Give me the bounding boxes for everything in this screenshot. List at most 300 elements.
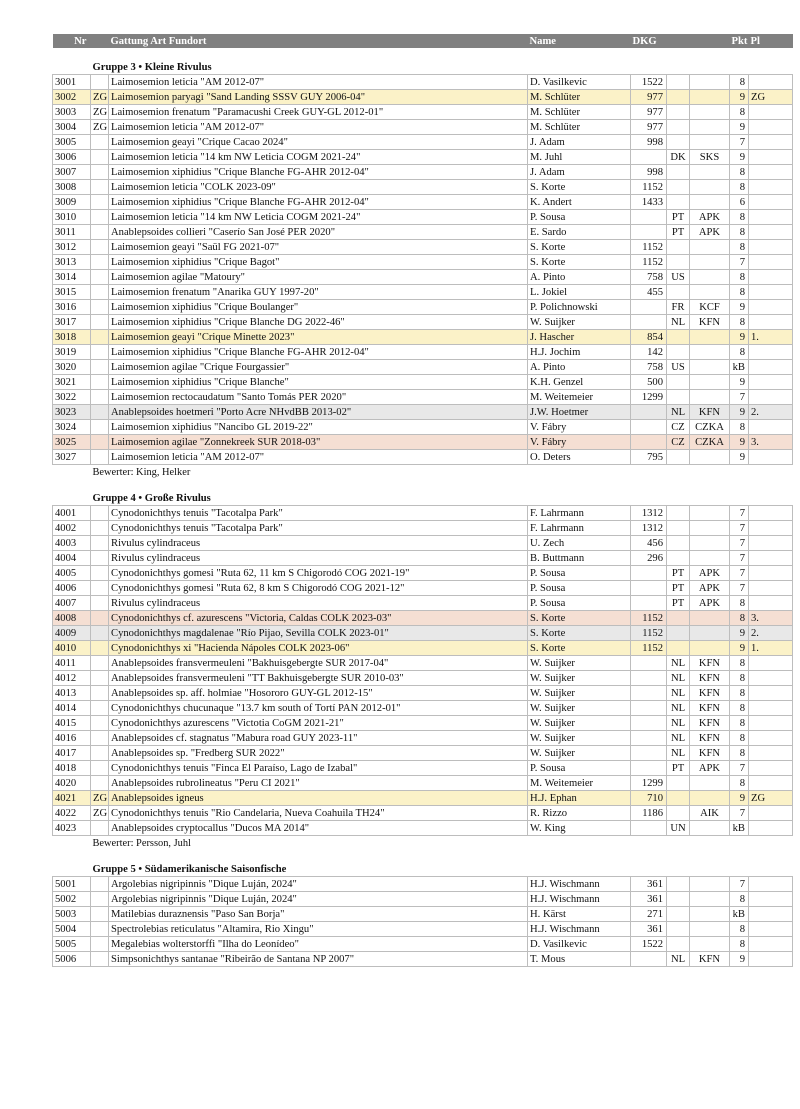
cell-nr: 3002 bbox=[53, 90, 91, 105]
cell-dkg bbox=[631, 581, 667, 596]
cell-art: Cynodonichthys xi "Hacienda Nápoles COLK 2023-06" bbox=[109, 641, 528, 656]
cell-name: P. Sousa bbox=[528, 566, 631, 581]
cell-zg bbox=[91, 150, 109, 165]
cell-pl bbox=[749, 937, 793, 952]
cell-pkt: 9 bbox=[730, 90, 749, 105]
table-row bbox=[53, 806, 793, 821]
cell-dkg bbox=[631, 596, 667, 611]
cell-cc bbox=[667, 450, 690, 465]
cell-nr: 3018 bbox=[53, 330, 91, 345]
table-row bbox=[53, 120, 793, 135]
cell-dkg bbox=[631, 952, 667, 967]
cell-pl bbox=[749, 907, 793, 922]
cell-pkt: 8 bbox=[730, 240, 749, 255]
cell-nr: 4008 bbox=[53, 611, 91, 626]
cell-club: KFN bbox=[690, 716, 730, 731]
cell-pkt: 8 bbox=[730, 105, 749, 120]
table-row bbox=[53, 225, 793, 240]
cell-pkt: kB bbox=[730, 360, 749, 375]
table-row bbox=[53, 105, 793, 120]
cell-pl bbox=[749, 315, 793, 330]
cell-zg bbox=[91, 195, 109, 210]
group-heading-row bbox=[53, 489, 793, 506]
cell-nr: 3017 bbox=[53, 315, 91, 330]
cell-zg bbox=[91, 360, 109, 375]
cell-nr: 4020 bbox=[53, 776, 91, 791]
cell-art: Laimosemion frenatum "Anarika GUY 1997-20" bbox=[109, 285, 528, 300]
cell-art: Laimosemion xiphidius "Crique Blanche DG 2022-46" bbox=[109, 315, 528, 330]
cell-dkg: 455 bbox=[631, 285, 667, 300]
cell-nr: 5001 bbox=[53, 877, 91, 892]
cell-cc: NL bbox=[667, 746, 690, 761]
cell-nr: 3024 bbox=[53, 420, 91, 435]
cell-pl bbox=[749, 450, 793, 465]
cell-pl bbox=[749, 120, 793, 135]
table-row bbox=[53, 360, 793, 375]
cell-pkt: 8 bbox=[730, 165, 749, 180]
cell-club: AIK bbox=[690, 806, 730, 821]
cell-dkg bbox=[631, 435, 667, 450]
cell-cc: US bbox=[667, 360, 690, 375]
cell-dkg: 361 bbox=[631, 922, 667, 937]
cell-zg: ZG bbox=[91, 806, 109, 821]
cell-pkt: 7 bbox=[730, 761, 749, 776]
cell-dkg bbox=[631, 686, 667, 701]
cell-club bbox=[690, 937, 730, 952]
cell-nr: 3001 bbox=[53, 75, 91, 90]
cell-club: APK bbox=[690, 210, 730, 225]
cell-zg bbox=[91, 626, 109, 641]
cell-pl bbox=[749, 761, 793, 776]
cell-name: H.J. Wischmann bbox=[528, 892, 631, 907]
cell-name: P. Sousa bbox=[528, 210, 631, 225]
table-row bbox=[53, 435, 793, 450]
cell-pkt: 8 bbox=[730, 671, 749, 686]
table-row bbox=[53, 877, 793, 892]
cell-cc bbox=[667, 120, 690, 135]
table-row bbox=[53, 922, 793, 937]
cell-name: M. Weitemeier bbox=[528, 776, 631, 791]
cell-name: O. Deters bbox=[528, 450, 631, 465]
header-name: Name bbox=[528, 34, 631, 48]
header-dkg: DKG bbox=[631, 34, 667, 48]
cell-cc bbox=[667, 611, 690, 626]
cell-zg bbox=[91, 581, 109, 596]
header-cc bbox=[667, 34, 690, 48]
cell-nr: 4003 bbox=[53, 536, 91, 551]
cell-pkt: 7 bbox=[730, 135, 749, 150]
cell-nr: 5004 bbox=[53, 922, 91, 937]
cell-art: Laimosemion agilae "Crique Fourgassier" bbox=[109, 360, 528, 375]
cell-club: APK bbox=[690, 225, 730, 240]
cell-art: Laimosemion frenatum "Paramacushi Creek GUY-GL 2012-01" bbox=[109, 105, 528, 120]
cell-pkt: 8 bbox=[730, 686, 749, 701]
cell-name: S. Korte bbox=[528, 240, 631, 255]
rater-spacer bbox=[53, 465, 91, 480]
cell-name: W. Suijker bbox=[528, 315, 631, 330]
table-row bbox=[53, 716, 793, 731]
cell-art: Cynodonichthys cf. azurescens "Victoria, Caldas COLK 2023-03" bbox=[109, 611, 528, 626]
cell-dkg: 296 bbox=[631, 551, 667, 566]
cell-zg bbox=[91, 375, 109, 390]
cell-dkg: 361 bbox=[631, 892, 667, 907]
cell-club bbox=[690, 551, 730, 566]
cell-pkt: 8 bbox=[730, 420, 749, 435]
table-row bbox=[53, 315, 793, 330]
table-row bbox=[53, 821, 793, 836]
cell-dkg bbox=[631, 210, 667, 225]
cell-cc bbox=[667, 641, 690, 656]
cell-pkt: 6 bbox=[730, 195, 749, 210]
results-page bbox=[52, 34, 792, 967]
cell-name: V. Fábry bbox=[528, 435, 631, 450]
cell-art: Spectrolebias reticulatus "Altamira, Rio Xingu" bbox=[109, 922, 528, 937]
cell-club bbox=[690, 450, 730, 465]
cell-dkg bbox=[631, 761, 667, 776]
cell-pl: 1. bbox=[749, 330, 793, 345]
cell-pkt: 8 bbox=[730, 75, 749, 90]
cell-zg bbox=[91, 716, 109, 731]
cell-art: Anablepsoides fransvermeuleni "Bakhuisgebergte SUR 2017-04" bbox=[109, 656, 528, 671]
table-row bbox=[53, 907, 793, 922]
cell-club: KFN bbox=[690, 656, 730, 671]
cell-name: P. Sousa bbox=[528, 596, 631, 611]
cell-zg bbox=[91, 210, 109, 225]
table-row bbox=[53, 521, 793, 536]
cell-zg bbox=[91, 300, 109, 315]
cell-zg bbox=[91, 506, 109, 521]
cell-name: L. Jokiel bbox=[528, 285, 631, 300]
cell-zg bbox=[91, 435, 109, 450]
cell-cc bbox=[667, 165, 690, 180]
cell-dkg: 977 bbox=[631, 90, 667, 105]
cell-dkg bbox=[631, 716, 667, 731]
table-row bbox=[53, 255, 793, 270]
cell-art: Laimosemion leticia "14 km NW Leticia COGM 2021-24" bbox=[109, 150, 528, 165]
cell-pkt: 8 bbox=[730, 731, 749, 746]
cell-pl bbox=[749, 892, 793, 907]
cell-club: KFN bbox=[690, 746, 730, 761]
group-rater-row bbox=[53, 465, 793, 480]
cell-nr: 4021 bbox=[53, 791, 91, 806]
cell-cc: UN bbox=[667, 821, 690, 836]
table-header-row bbox=[53, 34, 793, 48]
cell-name: R. Rizzo bbox=[528, 806, 631, 821]
cell-pl bbox=[749, 596, 793, 611]
cell-art: Laimosemion xiphidius "Crique Blanche" bbox=[109, 375, 528, 390]
cell-nr: 3021 bbox=[53, 375, 91, 390]
cell-pl bbox=[749, 922, 793, 937]
table-row bbox=[53, 952, 793, 967]
cell-cc bbox=[667, 806, 690, 821]
cell-pl bbox=[749, 746, 793, 761]
cell-zg: ZG bbox=[91, 120, 109, 135]
cell-nr: 3005 bbox=[53, 135, 91, 150]
cell-art: Rivulus cylindraceus bbox=[109, 551, 528, 566]
cell-pl bbox=[749, 952, 793, 967]
cell-cc bbox=[667, 521, 690, 536]
cell-pkt: 8 bbox=[730, 180, 749, 195]
cell-pl bbox=[749, 686, 793, 701]
cell-cc bbox=[667, 907, 690, 922]
cell-cc bbox=[667, 536, 690, 551]
cell-cc bbox=[667, 105, 690, 120]
cell-art: Anablepsoides hoetmeri "Porto Acre NHvdBB 2013-02" bbox=[109, 405, 528, 420]
cell-pkt: 9 bbox=[730, 641, 749, 656]
cell-club bbox=[690, 195, 730, 210]
cell-nr: 5003 bbox=[53, 907, 91, 922]
table-row bbox=[53, 791, 793, 806]
cell-dkg bbox=[631, 300, 667, 315]
cell-zg bbox=[91, 180, 109, 195]
cell-name: F. Lahrmann bbox=[528, 506, 631, 521]
cell-nr: 4022 bbox=[53, 806, 91, 821]
cell-art: Cynodonichthys magdalenae "Río Pijao, Sevilla COLK 2023-01" bbox=[109, 626, 528, 641]
cell-zg bbox=[91, 731, 109, 746]
cell-nr: 4001 bbox=[53, 506, 91, 521]
cell-cc bbox=[667, 330, 690, 345]
cell-name: J. Adam bbox=[528, 165, 631, 180]
cell-dkg: 998 bbox=[631, 135, 667, 150]
cell-pkt: 8 bbox=[730, 701, 749, 716]
group-spacer bbox=[53, 479, 793, 489]
cell-nr: 4016 bbox=[53, 731, 91, 746]
cell-zg bbox=[91, 390, 109, 405]
cell-zg bbox=[91, 671, 109, 686]
cell-name: S. Korte bbox=[528, 255, 631, 270]
cell-art: Anablepsoides rubrolineatus "Peru CI 2021" bbox=[109, 776, 528, 791]
cell-art: Laimosemion agilae "Zonnekreek SUR 2018-03" bbox=[109, 435, 528, 450]
cell-nr: 3027 bbox=[53, 450, 91, 465]
cell-pl bbox=[749, 375, 793, 390]
cell-dkg bbox=[631, 656, 667, 671]
cell-zg bbox=[91, 405, 109, 420]
cell-pl bbox=[749, 877, 793, 892]
cell-pkt: 8 bbox=[730, 270, 749, 285]
cell-pkt: 8 bbox=[730, 596, 749, 611]
cell-dkg: 977 bbox=[631, 120, 667, 135]
cell-zg bbox=[91, 345, 109, 360]
table-row bbox=[53, 626, 793, 641]
cell-name: E. Sardo bbox=[528, 225, 631, 240]
cell-art: Laimosemion geayi "Saül FG 2021-07" bbox=[109, 240, 528, 255]
cell-pl bbox=[749, 240, 793, 255]
cell-cc bbox=[667, 195, 690, 210]
cell-cc: CZ bbox=[667, 435, 690, 450]
table-row bbox=[53, 746, 793, 761]
cell-name: A. Pinto bbox=[528, 360, 631, 375]
cell-dkg: 271 bbox=[631, 907, 667, 922]
cell-pkt: 9 bbox=[730, 120, 749, 135]
table-row bbox=[53, 536, 793, 551]
cell-nr: 4010 bbox=[53, 641, 91, 656]
cell-pl bbox=[749, 75, 793, 90]
cell-pl bbox=[749, 135, 793, 150]
cell-name: S. Korte bbox=[528, 180, 631, 195]
cell-art: Anablepsoides sp. "Fredberg SUR 2022" bbox=[109, 746, 528, 761]
cell-cc: DK bbox=[667, 150, 690, 165]
cell-club bbox=[690, 536, 730, 551]
cell-name: W. Suijker bbox=[528, 701, 631, 716]
cell-cc bbox=[667, 75, 690, 90]
cell-zg bbox=[91, 746, 109, 761]
cell-zg bbox=[91, 701, 109, 716]
table-body bbox=[53, 48, 793, 967]
table-row bbox=[53, 210, 793, 225]
table-row bbox=[53, 405, 793, 420]
cell-nr: 3016 bbox=[53, 300, 91, 315]
cell-club bbox=[690, 75, 730, 90]
cell-art: Laimosemion leticia "14 km NW Leticia COGM 2021-24" bbox=[109, 210, 528, 225]
cell-club: APK bbox=[690, 761, 730, 776]
group-rater: Bewerter: Persson, Juhl bbox=[92, 837, 191, 849]
cell-zg bbox=[91, 551, 109, 566]
cell-club bbox=[690, 611, 730, 626]
group-heading-spacer bbox=[53, 489, 91, 506]
cell-name: M. Schlüter bbox=[528, 105, 631, 120]
cell-zg bbox=[91, 761, 109, 776]
cell-pkt: 7 bbox=[730, 390, 749, 405]
cell-pkt: 7 bbox=[730, 536, 749, 551]
table-row bbox=[53, 551, 793, 566]
cell-cc: PT bbox=[667, 596, 690, 611]
cell-pl: 3. bbox=[749, 611, 793, 626]
cell-pkt: 8 bbox=[730, 716, 749, 731]
cell-club bbox=[690, 165, 730, 180]
cell-pl bbox=[749, 776, 793, 791]
cell-pl: 1. bbox=[749, 641, 793, 656]
cell-pl bbox=[749, 195, 793, 210]
rater-spacer bbox=[53, 836, 91, 851]
cell-cc bbox=[667, 390, 690, 405]
cell-cc bbox=[667, 892, 690, 907]
table-row bbox=[53, 937, 793, 952]
cell-cc: CZ bbox=[667, 420, 690, 435]
header-club bbox=[690, 34, 730, 48]
cell-art: Argolebias nigripinnis "Dique Luján, 2024" bbox=[109, 877, 528, 892]
cell-name: W. Suijker bbox=[528, 746, 631, 761]
cell-dkg: 142 bbox=[631, 345, 667, 360]
cell-name: M. Schlüter bbox=[528, 120, 631, 135]
cell-club bbox=[690, 105, 730, 120]
cell-dkg bbox=[631, 731, 667, 746]
header-pkt: Pkt bbox=[731, 35, 748, 47]
table-row bbox=[53, 686, 793, 701]
cell-pl: ZG bbox=[749, 90, 793, 105]
cell-dkg bbox=[631, 225, 667, 240]
group-heading-spacer bbox=[53, 860, 91, 877]
cell-dkg: 1522 bbox=[631, 937, 667, 952]
cell-dkg: 500 bbox=[631, 375, 667, 390]
cell-zg bbox=[91, 285, 109, 300]
cell-art: Cynodonichthys tenuis "Tacotalpa Park" bbox=[109, 506, 528, 521]
cell-pkt: 8 bbox=[730, 776, 749, 791]
table-row bbox=[53, 731, 793, 746]
cell-nr: 3025 bbox=[53, 435, 91, 450]
cell-pkt: 9 bbox=[730, 450, 749, 465]
header-nr: Nr bbox=[53, 34, 91, 48]
cell-club: KFN bbox=[690, 731, 730, 746]
cell-art: Rivulus cylindraceus bbox=[109, 596, 528, 611]
cell-cc bbox=[667, 285, 690, 300]
cell-name: J.W. Hoetmer bbox=[528, 405, 631, 420]
cell-dkg: 1299 bbox=[631, 390, 667, 405]
results-table bbox=[52, 34, 793, 967]
cell-pl bbox=[749, 255, 793, 270]
cell-pl bbox=[749, 105, 793, 120]
cell-club bbox=[690, 390, 730, 405]
cell-art: Laimosemion xiphidius "Crique Blanche FG-AHR 2012-04" bbox=[109, 195, 528, 210]
cell-art: Laimosemion leticia "AM 2012-07" bbox=[109, 450, 528, 465]
cell-nr: 3008 bbox=[53, 180, 91, 195]
cell-cc: NL bbox=[667, 405, 690, 420]
cell-pl bbox=[749, 285, 793, 300]
table-row bbox=[53, 506, 793, 521]
cell-pkt: 7 bbox=[730, 806, 749, 821]
cell-pl bbox=[749, 521, 793, 536]
cell-club bbox=[690, 180, 730, 195]
cell-art: Laimosemion agilae "Matoury" bbox=[109, 270, 528, 285]
cell-nr: 3013 bbox=[53, 255, 91, 270]
table-row bbox=[53, 776, 793, 791]
cell-pkt: 8 bbox=[730, 210, 749, 225]
cell-zg bbox=[91, 536, 109, 551]
cell-nr: 4015 bbox=[53, 716, 91, 731]
cell-pkt: 7 bbox=[730, 255, 749, 270]
cell-name: H.J. Ephan bbox=[528, 791, 631, 806]
cell-pkt: 8 bbox=[730, 345, 749, 360]
cell-club: KFN bbox=[690, 671, 730, 686]
cell-art: Anablepsoides collieri "Caserío San José PER 2020" bbox=[109, 225, 528, 240]
table-row bbox=[53, 450, 793, 465]
table-row bbox=[53, 420, 793, 435]
cell-nr: 4012 bbox=[53, 671, 91, 686]
cell-zg bbox=[91, 952, 109, 967]
cell-pkt: 9 bbox=[730, 375, 749, 390]
cell-pl bbox=[749, 210, 793, 225]
cell-zg bbox=[91, 907, 109, 922]
table-row bbox=[53, 150, 793, 165]
group-spacer bbox=[53, 48, 793, 58]
cell-nr: 5002 bbox=[53, 892, 91, 907]
cell-zg: ZG bbox=[91, 791, 109, 806]
table-row bbox=[53, 270, 793, 285]
cell-club: SKS bbox=[690, 150, 730, 165]
cell-name: S. Korte bbox=[528, 611, 631, 626]
cell-dkg bbox=[631, 566, 667, 581]
cell-club: APK bbox=[690, 566, 730, 581]
cell-club bbox=[690, 375, 730, 390]
cell-zg: ZG bbox=[91, 90, 109, 105]
cell-name: S. Korte bbox=[528, 626, 631, 641]
cell-art: Laimosemion geayi "Crique Minette 2023" bbox=[109, 330, 528, 345]
cell-dkg: 758 bbox=[631, 270, 667, 285]
cell-club: APK bbox=[690, 596, 730, 611]
cell-name: W. King bbox=[528, 821, 631, 836]
cell-name: V. Fábry bbox=[528, 420, 631, 435]
cell-nr: 3019 bbox=[53, 345, 91, 360]
cell-zg bbox=[91, 135, 109, 150]
cell-art: Cynodonichthys gomesi "Ruta 62, 11 km S Chigorodó COG 2021-19" bbox=[109, 566, 528, 581]
cell-dkg: 456 bbox=[631, 536, 667, 551]
cell-zg bbox=[91, 937, 109, 952]
table-row bbox=[53, 345, 793, 360]
cell-pl bbox=[749, 506, 793, 521]
cell-pl bbox=[749, 806, 793, 821]
cell-name: P. Sousa bbox=[528, 761, 631, 776]
cell-name: M. Schlüter bbox=[528, 90, 631, 105]
cell-name: H. Kärst bbox=[528, 907, 631, 922]
